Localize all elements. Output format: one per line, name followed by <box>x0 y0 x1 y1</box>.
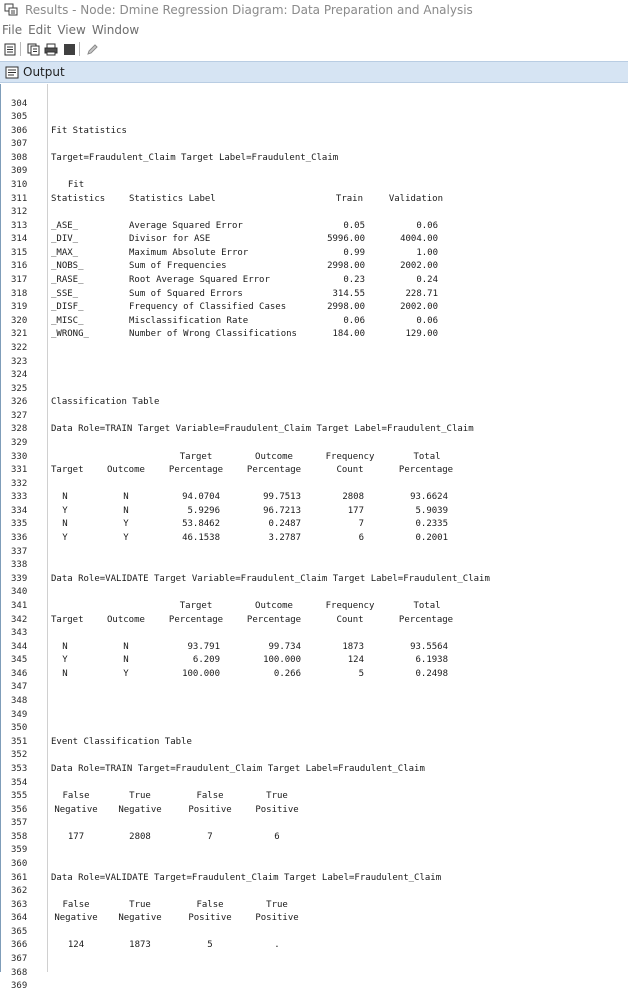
data-role-line: Data Role=VALIDATE Target Variable=Fraudulent_Claim Target Label=Fraudulent_Claim <box>51 573 490 584</box>
column-header: Count <box>336 614 364 625</box>
output-icon <box>5 66 19 79</box>
table-cell: Root Average Squared Error <box>129 275 270 286</box>
line-number: 315 <box>11 247 28 258</box>
column-header: True <box>129 791 151 802</box>
table-cell: 0.23 <box>343 275 365 286</box>
data-role-line: Data Role=TRAIN Target Variable=Fraudulent_Claim Target Label=Fraudulent_Claim <box>51 424 474 435</box>
table-cell: _DIV_ <box>51 234 79 245</box>
column-header: Percentage <box>398 465 454 476</box>
table-cell: 100.000 <box>263 655 301 666</box>
line-number: 363 <box>11 899 28 910</box>
table-cell: 124 <box>347 655 364 666</box>
line-number: 308 <box>11 152 28 163</box>
toolbar-separator <box>20 42 21 56</box>
table-cell: _MAX_ <box>51 247 79 258</box>
table-cell: 6.209 <box>192 655 220 666</box>
table-cell: 0.24 <box>416 275 438 286</box>
line-number: 342 <box>11 614 28 625</box>
table-cell: _SSE_ <box>51 288 79 299</box>
line-number: 338 <box>11 560 28 571</box>
table-cell: . <box>274 940 280 951</box>
column-header: Positive <box>255 913 299 924</box>
table-cell: 1.00 <box>416 247 438 258</box>
column-header: Target <box>179 600 213 611</box>
table-cell: Number of Wrong Classifications <box>129 329 297 340</box>
table-cell: 3.2787 <box>268 533 301 544</box>
table-cell: Sum of Squared Errors <box>129 288 243 299</box>
line-number: 344 <box>11 641 28 652</box>
section-title: Event Classification Table <box>51 736 192 747</box>
line-number: 358 <box>11 831 28 842</box>
column-header: Outcome <box>255 451 293 462</box>
line-number: 360 <box>11 858 28 869</box>
line-number: 359 <box>11 845 28 856</box>
line-number: 327 <box>11 410 28 421</box>
line-number: 343 <box>11 628 28 639</box>
column-header: True <box>129 899 151 910</box>
line-number: 336 <box>11 533 28 544</box>
column-header: Negative <box>54 913 98 924</box>
line-number: 311 <box>11 193 28 204</box>
line-number: 350 <box>11 723 28 734</box>
line-number: 333 <box>11 492 28 503</box>
print-icon[interactable] <box>43 41 59 57</box>
table-cell: _WRONG_ <box>51 329 89 340</box>
copy-icon[interactable] <box>25 41 41 57</box>
column-header: Percentage <box>246 465 302 476</box>
table-cell: 0.2335 <box>415 519 448 530</box>
table-cell: 99.7513 <box>263 492 301 503</box>
line-number: 312 <box>11 207 28 218</box>
table-cell: Misclassification Rate <box>129 315 249 326</box>
document-icon[interactable] <box>2 41 18 57</box>
line-number: 362 <box>11 886 28 897</box>
table-cell: Y <box>123 519 129 530</box>
column-header: Validation <box>388 193 443 204</box>
line-number: 351 <box>11 736 28 747</box>
target-line: Target=Fraudulent_Claim Target Label=Fraudulent_Claim <box>51 152 339 163</box>
table-cell: 2002.00 <box>400 261 438 272</box>
menu-file[interactable]: File <box>2 22 23 37</box>
line-number: 354 <box>11 777 28 788</box>
line-number: 322 <box>11 342 28 353</box>
table-cell: 5996.00 <box>327 234 365 245</box>
line-number: 306 <box>11 125 28 136</box>
column-header: Fit <box>67 179 85 190</box>
toolbar <box>0 39 628 59</box>
line-number: 317 <box>11 275 28 286</box>
line-number: 305 <box>11 112 28 123</box>
table-cell: Y <box>62 655 68 666</box>
line-number: 366 <box>11 940 28 951</box>
table-cell: 5 <box>358 668 364 679</box>
line-number: 334 <box>11 505 28 516</box>
edit-icon[interactable] <box>84 41 100 57</box>
table-cell: Average Squared Error <box>129 220 243 231</box>
table-cell: 228.71 <box>405 288 438 299</box>
column-header: Outcome <box>255 600 293 611</box>
column-header: Total <box>413 451 441 462</box>
column-header: Train <box>335 193 363 204</box>
menu-view[interactable]: View <box>57 22 86 37</box>
line-number: 313 <box>11 220 28 231</box>
table-cell: 99.734 <box>268 641 301 652</box>
table-cell: Frequency of Classified Cases <box>129 302 287 313</box>
table-cell: 314.55 <box>332 288 365 299</box>
column-header: Outcome <box>107 614 145 625</box>
table-cell: 124 <box>67 940 85 951</box>
title-bar <box>0 0 628 20</box>
line-number: 341 <box>11 600 28 611</box>
table-cell: 0.2498 <box>415 668 448 679</box>
table-cell: N <box>123 641 129 652</box>
table-cell: Maximum Absolute Error <box>129 247 249 258</box>
column-header: Target <box>51 465 84 476</box>
table-cell: Y <box>62 505 68 516</box>
section-title: Classification Table <box>51 397 160 408</box>
line-number: 329 <box>11 438 28 448</box>
table-cell: 6.1938 <box>415 655 448 666</box>
table-cell: 6 <box>274 831 280 842</box>
table-cell: _ASE_ <box>51 220 79 231</box>
line-number: 330 <box>11 451 28 462</box>
column-header: False <box>196 899 224 910</box>
line-number: 314 <box>11 234 28 245</box>
table-cell: _DISF_ <box>51 302 84 313</box>
line-number: 304 <box>11 98 28 109</box>
table-cell: 184.00 <box>332 329 365 340</box>
table-cell: Y <box>123 533 129 544</box>
line-number: 356 <box>11 804 28 815</box>
line-number: 310 <box>11 179 28 190</box>
line-number: 367 <box>11 954 28 965</box>
line-number: 319 <box>11 302 28 313</box>
line-number: 320 <box>11 315 28 326</box>
line-number: 325 <box>11 383 28 394</box>
table-cell: N <box>123 655 129 666</box>
column-header: Percentage <box>168 465 224 476</box>
table-cell: Sum of Frequencies <box>129 261 227 272</box>
window-title: Results - Node: Dmine Regression Diagram: Data Preparation and Analysis <box>25 3 473 17</box>
line-number: 369 <box>11 981 28 992</box>
line-number: 340 <box>11 587 28 598</box>
table-cell: 1873 <box>129 940 151 951</box>
line-number: 365 <box>11 926 28 937</box>
line-number: 335 <box>11 519 28 530</box>
table-cell: 0.06 <box>416 220 438 231</box>
line-number: 324 <box>11 370 28 381</box>
column-header: Negative <box>118 913 162 924</box>
column-header: Frequency <box>325 451 375 462</box>
section-title: Fit Statistics <box>51 125 127 136</box>
table-cell: N <box>62 668 68 679</box>
line-number: 331 <box>11 465 28 476</box>
table-cell: 5.9039 <box>415 505 448 516</box>
line-number: 346 <box>11 668 28 679</box>
data-role-line: Data Role=VALIDATE Target=Fraudulent_Claim Target Label=Fraudulent_Claim <box>51 872 442 883</box>
table-cell: 96.7213 <box>263 505 301 516</box>
table-cell: 2002.00 <box>400 302 438 313</box>
line-number: 355 <box>11 791 28 802</box>
column-header: Count <box>336 465 364 476</box>
line-number: 316 <box>11 261 28 272</box>
table-cell: 93.791 <box>187 641 220 652</box>
table-cell: 0.05 <box>343 220 365 231</box>
table-cell: _RASE_ <box>51 275 84 286</box>
table-cell: 2998.00 <box>327 302 365 313</box>
line-number: 326 <box>11 397 28 408</box>
table-cell: 0.266 <box>273 668 301 679</box>
toolbar-separator <box>79 42 80 56</box>
table-cell: 2808 <box>129 831 151 842</box>
table-cell: 5 <box>207 940 213 951</box>
line-number: 328 <box>11 424 28 435</box>
output-panel-header <box>0 61 628 83</box>
table-cell: _NOBS_ <box>51 261 84 272</box>
table-cell: N <box>123 492 129 503</box>
column-header: False <box>196 791 224 802</box>
line-number: 353 <box>11 763 28 774</box>
column-header: Frequency <box>325 600 375 611</box>
menu-window[interactable]: Window <box>91 22 140 37</box>
table-cell: N <box>123 505 129 516</box>
table-cell: 129.00 <box>405 329 438 340</box>
stop-icon[interactable] <box>61 41 77 57</box>
line-number: 348 <box>11 696 28 707</box>
column-header: Negative <box>54 804 98 815</box>
line-number: 332 <box>11 478 28 489</box>
table-cell: 5.9296 <box>187 505 220 516</box>
table-cell: 0.06 <box>343 315 365 326</box>
line-number: 347 <box>11 682 28 693</box>
output-text-area[interactable] <box>0 84 629 992</box>
line-number: 352 <box>11 750 28 761</box>
table-cell: 93.5564 <box>410 641 448 652</box>
column-header: Percentage <box>246 614 302 625</box>
table-cell: 7 <box>207 831 213 842</box>
line-number: 337 <box>11 546 28 557</box>
table-cell: 0.06 <box>416 315 438 326</box>
data-role-line: Data Role=TRAIN Target=Fraudulent_Claim Target Label=Fraudulent_Claim <box>51 763 425 774</box>
line-number: 323 <box>11 356 28 367</box>
table-cell: 93.6624 <box>410 492 448 503</box>
table-cell: 7 <box>358 519 364 530</box>
table-cell: 100.000 <box>182 668 220 679</box>
table-cell: N <box>62 641 68 652</box>
table-cell: N <box>62 492 68 503</box>
table-cell: _MISC_ <box>51 315 84 326</box>
column-header: Outcome <box>107 465 145 476</box>
table-cell: 0.2001 <box>415 533 448 544</box>
line-number: 318 <box>11 288 28 299</box>
column-header: False <box>62 899 90 910</box>
line-number: 349 <box>11 709 28 720</box>
line-number: 339 <box>11 573 28 584</box>
column-header: Target <box>179 451 213 462</box>
table-cell: 94.0704 <box>182 492 220 503</box>
table-cell: Y <box>62 533 68 544</box>
column-header: True <box>266 791 288 802</box>
table-cell: N <box>62 519 68 530</box>
table-cell: Y <box>123 668 129 679</box>
column-header: Positive <box>188 913 232 924</box>
results-window-icon[interactable] <box>4 3 18 17</box>
line-number: 345 <box>11 655 28 666</box>
table-cell: 177 <box>347 505 364 516</box>
line-number: 309 <box>11 166 28 177</box>
column-header: Percentage <box>168 614 224 625</box>
column-header: Target <box>51 614 84 625</box>
table-cell: 0.99 <box>343 247 365 258</box>
table-cell: 2808 <box>342 492 364 503</box>
menu-bar <box>0 20 628 39</box>
table-cell: 53.8462 <box>182 519 220 530</box>
column-header: False <box>62 791 90 802</box>
line-number: 361 <box>11 872 28 883</box>
table-cell: 1873 <box>342 641 364 652</box>
table-cell: 177 <box>67 831 85 842</box>
column-header: Statistics <box>51 193 106 204</box>
table-cell: 0.2487 <box>268 519 301 530</box>
table-cell: 2998.00 <box>327 261 365 272</box>
column-header: Negative <box>118 804 162 815</box>
column-header: True <box>266 899 288 910</box>
table-cell: Divisor for ASE <box>129 234 211 245</box>
table-cell: 46.1538 <box>182 533 220 544</box>
column-header: Statistics Label <box>129 193 216 204</box>
line-number: 321 <box>11 329 28 340</box>
line-number: 307 <box>11 139 28 150</box>
line-number: 364 <box>11 913 28 924</box>
table-cell: 6 <box>358 533 364 544</box>
column-header: Positive <box>255 804 299 815</box>
output-panel-title: Output <box>23 65 65 79</box>
menu-edit[interactable]: Edit <box>28 22 52 37</box>
column-header: Percentage <box>398 614 454 625</box>
line-number: 368 <box>11 967 28 978</box>
column-header: Total <box>413 600 441 611</box>
column-header: Positive <box>188 804 232 815</box>
table-cell: 4004.00 <box>400 234 438 245</box>
line-number: 357 <box>11 818 28 829</box>
